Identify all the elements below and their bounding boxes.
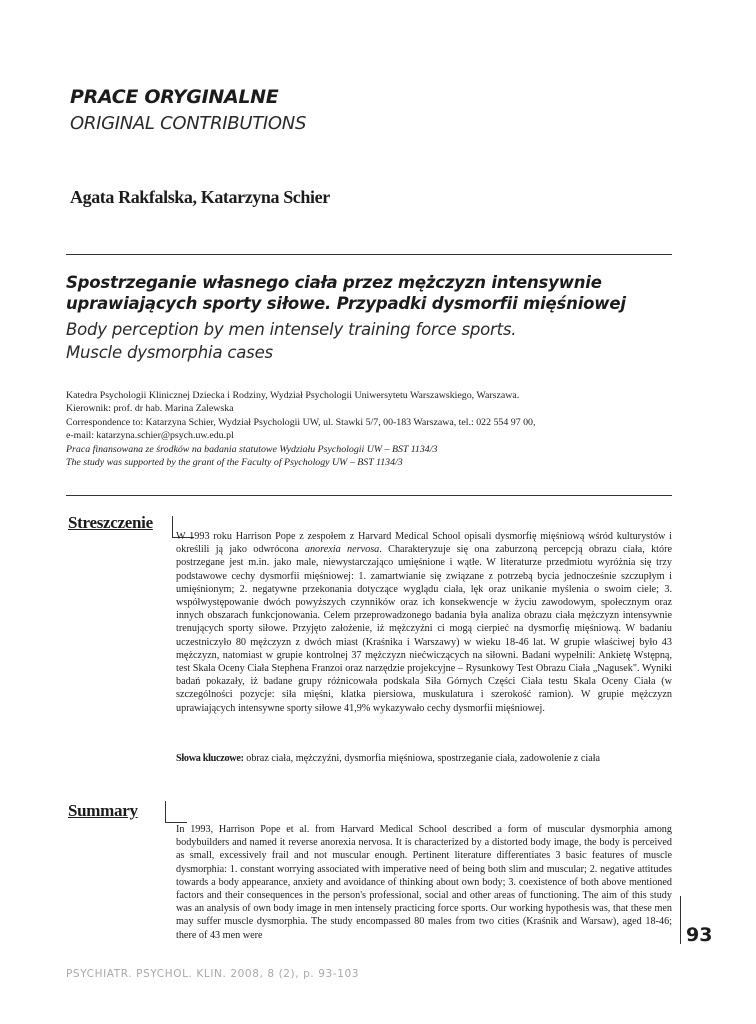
summary-heading: Summary <box>68 801 138 820</box>
section-label-pl: PRACE ORYGINALNE <box>70 86 279 108</box>
email-line: e-mail: katarzyna.schier@psych.uw.edu.pl <box>66 430 234 442</box>
journal-footer: PSYCHIATR. PSYCHOL. KLIN. 2008, 8 (2), p. 93-103 <box>66 968 360 980</box>
divider-top <box>66 254 672 255</box>
abstract-text-pl: W 1993 roku Harrison Pope z zespołem z Harvard Medical School opisali dysmorfię mięśniową wśród kulturystów i określili ją jako odwrócona anorexia nervosa. Charakteryzuje się ona zaburzoną percepcją obrazu ciała, które postrzegane jest m.in. jako male, niewystarczająco umięśnione i wątłe. W literaturze przedmiotu wyróżnia się trzy podstawowe cechy dysmorfii mięśniowej: 1. zamartwianie się związane z potrzebą bycia jednocześnie szczupłym i umięśnionym; 2. negatywne przekonania dotyczące wyglądu ciała, lęk oraz unikanie myślenia o swoim ciele; 3. współwystępowanie dwóch powyższych czynników oraz ich konsekwencje w życiu zawodowym, społecznym oraz innych obszarach funkcjonowania. Celem przeprowadzonego badania była analiza obrazu ciała mężczyzn intensywnie trenujących sporty siłowe. Przyjęto założenie, iż mężczyźni ci mogą cierpieć na dysmorfię mięśniową. W badaniu uczestniczyło 80 mężczyzn z dwóch miast (Kraśnika i Warszawy) w wieku 18-46 lat. W grupie właściwej było 43 mężczyzn, natomiast w grupie kontrolnej 37 mężczyzn niećwiczących na siłowni. Badani wypełnili: Ankietę Wstępną, test Skala Oceny Ciała Stephena Franzoi oraz narzędzie projekcyjne – Rysunkowy Test Obrazu Ciała „Nagusek". Wyniki badań pokazały, iż badane grupy różnicowała podskala Siła Górnych Części Ciała testu Skala Oceny Ciała (w szczególności pozycje: siła mięśni, klatka piersiowa, muskulatura i szerokość ramion). W grupie mężczyzn uprawiających intensywne sporty siłowe 41,9% wykazywało cechy dysmorfii mięśniowej. <box>176 531 672 714</box>
page-number: 93 <box>686 924 713 946</box>
affiliation-line: Katedra Psychologii Klinicznej Dziecka i Rodziny, Wydział Psychologii Uniwersytetu Warszawskiego, Warszawa. <box>66 390 520 401</box>
article-title-pl: Spostrzeganie własnego ciała przez mężczyzn intensywnie uprawiających sporty siłowe. Przypadki dysmorfii mięśniowej <box>66 273 626 313</box>
keywords <box>176 752 676 765</box>
heading-marker <box>165 801 166 823</box>
authors: Agata Rakfalska, Katarzyna Schier <box>70 187 330 207</box>
article-title-en-line1: Body perception by men intensely training force sports. <box>66 320 517 339</box>
abstract-heading: Streszczenie <box>68 513 153 532</box>
article-title-en-line2: Muscle dysmorphia cases <box>66 343 273 362</box>
head-of-department: Kierownik: prof. dr hab. Marina Zalewska <box>66 403 234 415</box>
affiliation-block <box>66 389 686 469</box>
keywords-list: obraz ciała, mężczyźni, dysmorfia mięśniowa, spostrzeganie ciała, zadowolenie z ciała <box>243 753 601 764</box>
funding-pl: Praca finansowana ze środków na badania statutowe Wydziału Psychologii UW – BST 1134/3 <box>66 443 438 455</box>
section-label-en: ORIGINAL CONTRIBUTIONS <box>70 113 307 134</box>
correspondence-line: Correspondence to: Katarzyna Schier, Wydział Psychologii UW, ul. Stawki 5/7, 00-183 Warszawa, tel.: 022 554 97 00, <box>66 416 536 428</box>
summary-text: In 1993, Harrison Pope et al. from Harvard Medical School described a form of muscular dysmorphia among bodybuilders and named it reverse anorexia nervosa. It is characterized by a distorted body image, the body is perceived as small, excessively frail and not muscular enough. Pertinent literature differentiates 3 basic features of muscle dysmorphia: 1. constant worrying associated with imperative need of being both slim and muscular; 2. negative attitudes towards a body appearance, anxiety and avoidance of thinking about own body; 3. coexistence of both above mentioned factors and their consequences in the person's professional, social and other areas of functioning. The aim of this study was an analysis of own body image in men intensely practicing force sports. Our working hypothesis was, that these men may suffer muscle dysmorphia. The study encompassed 80 males from two cities (Kraśnik and Warsaw), aged 18-46; there of 43 men were <box>176 824 672 941</box>
heading-marker <box>172 516 173 538</box>
funding-en: The study was supported by the grant of the Faculty of Psychology UW – BST 1134/3 <box>66 457 403 469</box>
page-number-rule <box>680 896 681 944</box>
divider-mid <box>66 495 672 496</box>
article-title-en <box>66 318 686 364</box>
keywords-label: Słowa kluczowe: <box>176 753 244 764</box>
